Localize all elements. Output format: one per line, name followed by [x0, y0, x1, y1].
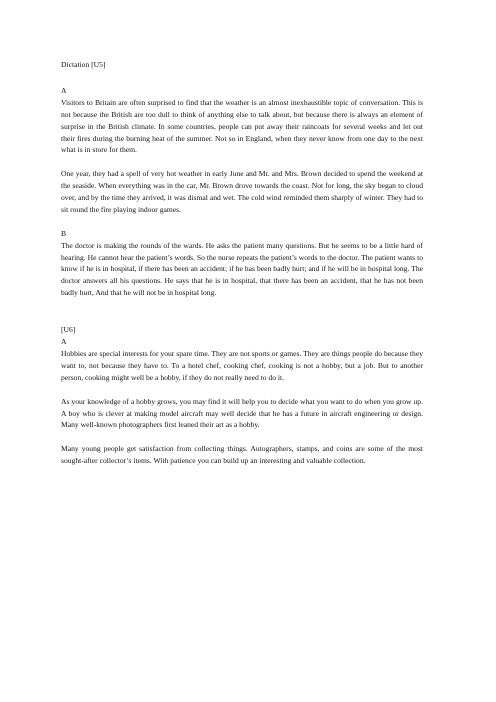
paragraph-spacer: [61, 431, 423, 443]
document-title: Dictation [U5]: [61, 60, 106, 69]
part-b-label: B: [61, 228, 67, 238]
section-u5: [61, 85, 423, 299]
part-a-label: A: [61, 85, 67, 95]
section-u6-heading: [U6]: [61, 325, 76, 335]
document-page: [61, 59, 423, 467]
paragraph-knowledge: As your knowledge of a hobby grows, you may find it will help you to decide what you want to do when you grow up. A boy who is clever at making model aircraft may well decide that he has a future in aircraft engineering or design. Many well-known photographers first leaned their art as a hobby.: [61, 396, 423, 430]
paragraph-spacer: [61, 216, 423, 228]
paragraph-spacer: [61, 384, 423, 396]
paragraph-hobbies: Hobbies are special interests for your spare time. They are not sports or games. They are things people do because they want to, not because they have to. To a hotel chef, cooking chef, cooking is not a hobby, but a job. But to another person, cooking might well be a hobby, if they do not really need to do it.: [61, 349, 423, 382]
paragraph-collecting: Many young people get satisfaction from collecting things. Autographers, stamps, and coins are some of the most sought-after collector’s items. With patience you can build up an interesting and valuable collection.: [61, 444, 423, 466]
paragraph-weather: Visitors to Britain are often surprised to find that the weather is an almost inexhaustible topic of conversation. This is not because the British are too dull to think of anything else to talk about, but because there is always an element of surprise in the British climate. In some countries, people can put away their raincoats for several weeks and let out their fires during the burning heat of the summer. Not so in England, when they never know from one day to the next what is in store for them.: [61, 97, 423, 155]
section-spacer: [61, 299, 423, 324]
u6-part-a-label: A: [61, 337, 67, 347]
paragraph-spacer: [61, 156, 423, 168]
section-u6: [61, 324, 423, 467]
paragraph-seaside: One year, they had a spell of very hot weather in early June and Mr. and Mrs. Brown decided to spend the weekend at the seaside. When everything was in the car, Mr. Brown drove towards the coast. Not for long, the sky began to cloud over, and by the time they arrived, it was dismal and wet. The cold wind reminded them sharply of winter. They had to sit round the fire playing indoor games.: [61, 169, 423, 214]
paragraph-doctor: The doctor is making the rounds of the wards. He asks the patient many questions. But he seems to be a little hard of hearing. He cannot hear the patient’s words. So the nurse repeats the patient’s words to the doctor. The patient wants to know if he is in hospital, if there has been an accident; if he has been badly hurt; and if he will be in hospital long. The doctor answers all his questions. He says that he is in hospital, that there has been an accident, that he has not been badly hurt, And that he will not be in hospital long.: [61, 240, 423, 298]
